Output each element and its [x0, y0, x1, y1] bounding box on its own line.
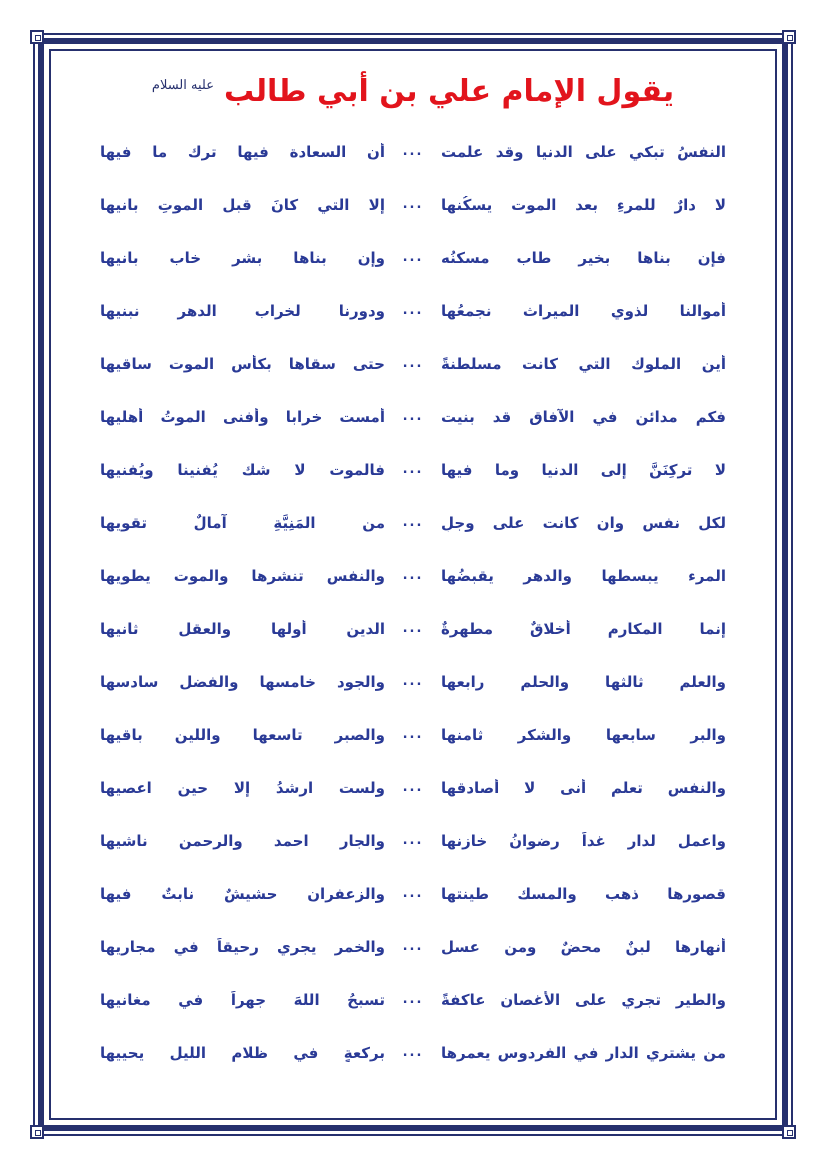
- verse-row: [100, 602, 726, 655]
- verse-separator: ...: [402, 144, 424, 159]
- verse-second-hemistich: أن السعادة فيها ترك ما فيها: [100, 142, 385, 161]
- verse-first-hemistich: أين الملوك التي كانت مسلطنةً: [441, 354, 726, 373]
- page-header: [60, 66, 766, 116]
- verse-row: [100, 973, 726, 1026]
- verse-first-hemistich: واعمل لدارٍ غداً رضوانُ خازنها: [441, 831, 726, 850]
- verse-row: [100, 814, 726, 867]
- corner-ornament-bottom-right: [782, 1125, 796, 1139]
- verse-first-hemistich: قصورها ذهب والمسك طينتها: [441, 884, 726, 903]
- verse-row: [100, 337, 726, 390]
- verse-separator: ...: [402, 674, 424, 689]
- verse-first-hemistich: إنما المكارم أخلاقٌ مطهرةٌ: [441, 619, 726, 638]
- verse-second-hemistich: والجار احمد والرحمن ناشيها: [100, 831, 385, 850]
- honorific-mark: عليه السلام: [151, 77, 214, 93]
- verse-second-hemistich: من المَنِيَّةِ آمالٌ تقويها: [100, 513, 385, 532]
- verse-first-hemistich: والبر سابعها والشكر ثامنها: [441, 725, 726, 744]
- verse-row: [100, 231, 726, 284]
- verse-separator: ...: [402, 727, 424, 742]
- verse-second-hemistich: ودورنا لخراب الدهر نبنيها: [100, 301, 385, 320]
- verse-separator: ...: [402, 780, 424, 795]
- corner-ornament-bottom-left: [30, 1125, 44, 1139]
- verse-second-hemistich: وإن بناها بشر خاب بانيها: [100, 248, 385, 267]
- verse-row: [100, 761, 726, 814]
- verse-separator: ...: [402, 515, 424, 530]
- verse-first-hemistich: أنهارها لبنٌ محضٌ ومن عسل: [441, 937, 726, 956]
- verse-second-hemistich: فالموت لا شك يُفنينا ويُفنيها: [100, 460, 385, 479]
- verse-row: [100, 443, 726, 496]
- verse-row: [100, 549, 726, 602]
- verse-first-hemistich: فكم مدائنٍ في الآفاق قد بنيت: [441, 407, 726, 426]
- verse-separator: ...: [402, 621, 424, 636]
- verse-second-hemistich: والخمر يجري رحيقاً في مجاريها: [100, 937, 385, 956]
- verse-separator: ...: [402, 250, 424, 265]
- verse-separator: ...: [402, 356, 424, 371]
- verse-first-hemistich: والعلم ثالثها والحلم رابعها: [441, 672, 726, 691]
- verse-first-hemistich: أموالنا لذوي الميراث نجمعُها: [441, 301, 726, 320]
- verse-separator: ...: [402, 939, 424, 954]
- verse-separator: ...: [402, 462, 424, 477]
- verse-second-hemistich: والزعفران حشيشٌ نابتٌ فيها: [100, 884, 385, 903]
- verse-second-hemistich: أمست خرابا وأفنى الموتُ أهليها: [100, 407, 385, 426]
- verse-first-hemistich: فإن بناها بخير طاب مسكنُه: [441, 248, 726, 267]
- verse-row: [100, 178, 726, 231]
- verse-row: [100, 284, 726, 337]
- verse-separator: ...: [402, 1045, 424, 1060]
- verse-row: [100, 920, 726, 973]
- verse-separator: ...: [402, 197, 424, 212]
- verse-first-hemistich: المرء يبسطها والدهر يقبضُها: [441, 566, 726, 585]
- verse-first-hemistich: من يشتري الدار في الفردوس يعمرها: [441, 1043, 726, 1062]
- poem-body: [100, 125, 726, 1079]
- verse-first-hemistich: لكل نفس وان كانت على وجلٍ: [441, 513, 726, 532]
- verse-row: [100, 1026, 726, 1079]
- verse-first-hemistich: لا تركِنَنَّ إلى الدنيا وما فيها: [441, 460, 726, 479]
- verse-second-hemistich: إلا التي كانَ قبل الموتِ بانيها: [100, 195, 385, 214]
- verse-row: [100, 655, 726, 708]
- verse-separator: ...: [402, 833, 424, 848]
- corner-ornament-top-right: [782, 30, 796, 44]
- verse-row: [100, 390, 726, 443]
- verse-second-hemistich: ولست ارشدُ إلا حين اعصيها: [100, 778, 385, 797]
- verse-second-hemistich: والجود خامسها والفضل سادسها: [100, 672, 385, 691]
- verse-second-hemistich: والصبر تاسعها واللين باقيها: [100, 725, 385, 744]
- verse-separator: ...: [402, 992, 424, 1007]
- verse-row: [100, 125, 726, 178]
- verse-second-hemistich: تسبحُ اللهَ جهراً في مغانيها: [100, 990, 385, 1009]
- verse-separator: ...: [402, 409, 424, 424]
- verse-second-hemistich: حتى سقاها بكأس الموت ساقيها: [100, 354, 385, 373]
- verse-row: [100, 867, 726, 920]
- verse-first-hemistich: والطير تجري على الأغصان عاكفةً: [441, 990, 726, 1009]
- verse-row: [100, 708, 726, 761]
- corner-ornament-top-left: [30, 30, 44, 44]
- verse-first-hemistich: لا دارٌ للمرءِ بعد الموت يسكُنها: [441, 195, 726, 214]
- verse-separator: ...: [402, 886, 424, 901]
- verse-separator: ...: [402, 568, 424, 583]
- page-title: يقول الإمام علي بن أبي طالب: [223, 73, 675, 109]
- verse-row: [100, 496, 726, 549]
- verse-first-hemistich: والنفس تعلم أنى لا أصادقها: [441, 778, 726, 797]
- verse-separator: ...: [402, 303, 424, 318]
- verse-second-hemistich: الدين أولها والعقل ثانيها: [100, 619, 385, 638]
- verse-second-hemistich: والنفس تنشرها والموت يطويها: [100, 566, 385, 585]
- verse-second-hemistich: بركعةٍ في ظلام الليل يحييها: [100, 1043, 385, 1062]
- verse-first-hemistich: النفسُ تبكي على الدنيا وقد علمت: [441, 142, 726, 161]
